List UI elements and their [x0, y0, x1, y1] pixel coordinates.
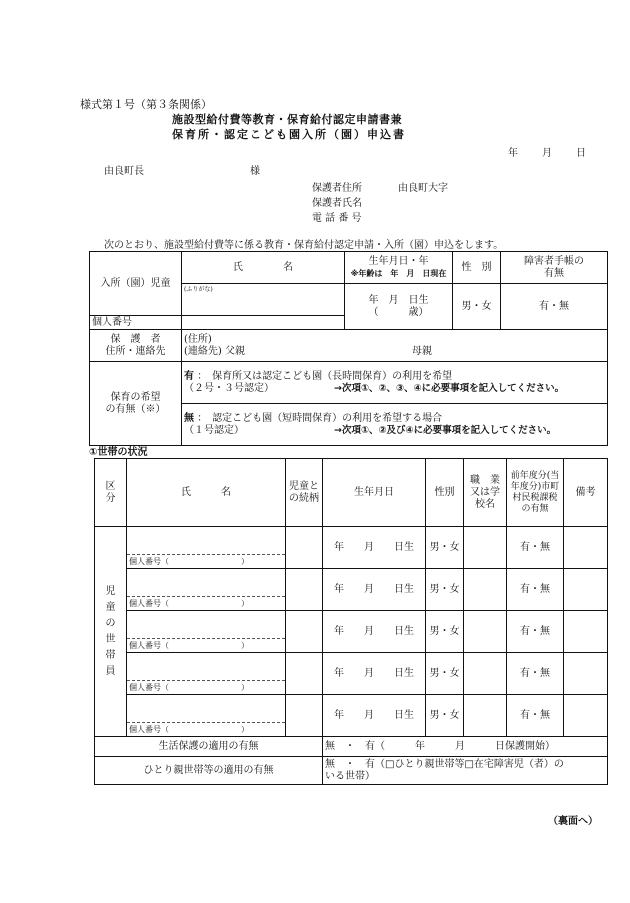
back-page-note: （裏面へ） [548, 816, 598, 827]
guardian-address-label: 保護者住所 [312, 183, 362, 194]
hope-label-2: の有無（※） [105, 403, 166, 415]
birth-header-cell [345, 252, 453, 284]
member-gender[interactable]: 男・女 [426, 695, 464, 737]
hope-label-1: 保育の希望 [110, 391, 161, 403]
recipient-suffix: 様 [250, 166, 260, 177]
member-tax[interactable]: 有・無 [507, 527, 564, 569]
intro-text: 次のとおり、施設型給付費等に係る教育・保育給付認定申請・入所（園）申込をします。 [104, 240, 504, 251]
member-personal-number[interactable]: 個人番号（ ） [127, 639, 286, 653]
member-name-input[interactable] [127, 611, 286, 639]
disability-value[interactable]: 有・無 [501, 284, 608, 330]
member-gender[interactable]: 男・女 [426, 653, 464, 695]
guardian-address-value: 由良町大字 [398, 183, 448, 194]
recipient: 由良町長 [104, 166, 144, 177]
single-parent-value-cell[interactable] [323, 757, 608, 785]
member-gender[interactable]: 男・女 [426, 569, 464, 611]
name-input-cell[interactable] [182, 284, 345, 316]
household-section-title: ①世帯の状況 [89, 447, 148, 458]
child-label: 入所（園）児童 [90, 252, 182, 316]
member-birth[interactable]: 年 月 日生 [323, 653, 426, 695]
disability-header-1: 障害者手帳の [524, 255, 584, 267]
member-relation-input[interactable] [286, 569, 323, 611]
guardian-label-cell [90, 330, 182, 362]
welfare-label: 生活保護の適用の有無 [95, 737, 323, 757]
contact-mother-label: 母親 [412, 345, 432, 357]
form-number: 様式第１号（第３条関係） [80, 98, 212, 111]
hope-no-cert: （１号認定） [184, 424, 244, 436]
member-birth[interactable]: 年 月 日生 [323, 695, 426, 737]
single-parent-value-1: 無 ・ 有（□ひとり親世帯等□在宅障害児（者）の [325, 758, 564, 770]
header-relation: 児童との続柄 [286, 459, 323, 527]
member-remarks-input[interactable] [564, 527, 608, 569]
member-birth[interactable]: 年 月 日生 [323, 611, 426, 653]
group-label: 児童の世帯員 [95, 527, 127, 737]
member-personal-number[interactable]: 個人番号（ ） [127, 555, 286, 569]
personal-number-input[interactable] [182, 316, 345, 330]
member-gender[interactable]: 男・女 [426, 527, 464, 569]
gender-header: 性 別 [453, 252, 501, 284]
date-year: 年 [508, 148, 518, 159]
member-relation-input[interactable] [286, 695, 323, 737]
gender-value[interactable]: 男・女 [453, 284, 501, 330]
hope-yes-cert: （２号・３号認定） [184, 382, 274, 394]
member-relation-input[interactable] [286, 527, 323, 569]
birth-value-2: （ 歳） [368, 306, 429, 318]
member-tax[interactable]: 有・無 [507, 695, 564, 737]
household-table [94, 458, 608, 785]
member-birth[interactable]: 年 月 日生 [323, 527, 426, 569]
address-label: (住所) [184, 333, 212, 345]
guardian-contact-cell[interactable] [182, 330, 608, 362]
member-name-input[interactable] [127, 695, 286, 723]
member-remarks-input[interactable] [564, 653, 608, 695]
hope-yes-head: 有 [184, 370, 194, 382]
disability-header-cell [501, 252, 608, 284]
member-remarks-input[interactable] [564, 695, 608, 737]
birth-header: 生年月日・年 [368, 255, 429, 267]
member-tax[interactable]: 有・無 [507, 569, 564, 611]
member-personal-number[interactable]: 個人番号（ ） [127, 723, 286, 737]
hope-no-instruction: →次項①、②及び④に必要事項を記入してください。 [334, 424, 557, 436]
hope-label-cell [90, 362, 182, 446]
member-gender[interactable]: 男・女 [426, 611, 464, 653]
age-note: ※年齢は 年 月 日現在 [350, 268, 447, 278]
guardian-name-label: 保護者氏名 [312, 198, 362, 209]
disability-header-2: 有無 [544, 267, 564, 279]
member-personal-number[interactable]: 個人番号（ ） [127, 597, 286, 611]
member-occupation-input[interactable] [464, 569, 507, 611]
name-header: 氏 名 [182, 252, 345, 284]
member-remarks-input[interactable] [564, 611, 608, 653]
birth-value-cell[interactable] [345, 284, 453, 330]
hope-yes-cell[interactable] [182, 362, 608, 404]
hope-yes-instruction: →次項①、②、③、④に必要事項を記入してください。 [334, 382, 565, 394]
single-parent-value-2: いる世帯） [325, 770, 375, 782]
title-line-2: 保育所・認定こども園入所（園）申込書 [172, 128, 406, 141]
member-relation-input[interactable] [286, 611, 323, 653]
member-occupation-input[interactable] [464, 653, 507, 695]
header-tax: 前年度分(当年度分)市町村民税課税の有無 [507, 459, 564, 527]
guardian-label-1: 保 護 者 [110, 333, 161, 345]
phone-label: 電 話 番 号 [312, 213, 362, 224]
header-occupation: 職 業又は学校名 [464, 459, 507, 527]
birth-value-1: 年 月 日生 [368, 294, 429, 306]
hope-no-text: ： 認定こども園（短時間保育）の利用を希望する場合 [197, 412, 443, 424]
date-day: 日 [576, 148, 586, 159]
header-name: 氏 名 [127, 459, 286, 527]
hope-no-cell[interactable] [182, 404, 608, 446]
single-parent-label: ひとり親世帯等の適用の有無 [95, 757, 323, 785]
member-occupation-input[interactable] [464, 695, 507, 737]
hope-no-head: 無 [184, 412, 194, 424]
member-occupation-input[interactable] [464, 611, 507, 653]
header-category: 区分 [95, 459, 127, 527]
member-remarks-input[interactable] [564, 569, 608, 611]
furigana-label: (ふりがな) [184, 286, 213, 293]
header-remarks: 備考 [564, 459, 608, 527]
member-occupation-input[interactable] [464, 527, 507, 569]
applicant-table [89, 251, 608, 446]
date-month: 月 [542, 148, 552, 159]
guardian-label-2: 住所・連絡先 [105, 345, 166, 357]
contact-father-label: (連絡先) 父親 [184, 345, 245, 357]
personal-number-label: 個人番号 [90, 316, 182, 330]
member-relation-input[interactable] [286, 653, 323, 695]
title-line-1: 施設型給付費等教育・保育給付認定申請書兼 [172, 113, 402, 126]
member-name-input[interactable] [127, 569, 286, 597]
member-name-input[interactable] [127, 653, 286, 681]
header-gender: 性別 [426, 459, 464, 527]
hope-yes-text: ： 保育所又は認定こども園（長時間保育）の利用を希望 [197, 370, 453, 382]
member-birth[interactable]: 年 月 日生 [323, 569, 426, 611]
header-birth: 生年月日 [323, 459, 426, 527]
member-name-input[interactable] [127, 527, 286, 555]
member-tax[interactable]: 有・無 [507, 653, 564, 695]
member-tax[interactable]: 有・無 [507, 611, 564, 653]
member-personal-number[interactable]: 個人番号（ ） [127, 681, 286, 695]
welfare-value[interactable]: 無 ・ 有（ 年 月 日保護開始） [323, 737, 608, 757]
